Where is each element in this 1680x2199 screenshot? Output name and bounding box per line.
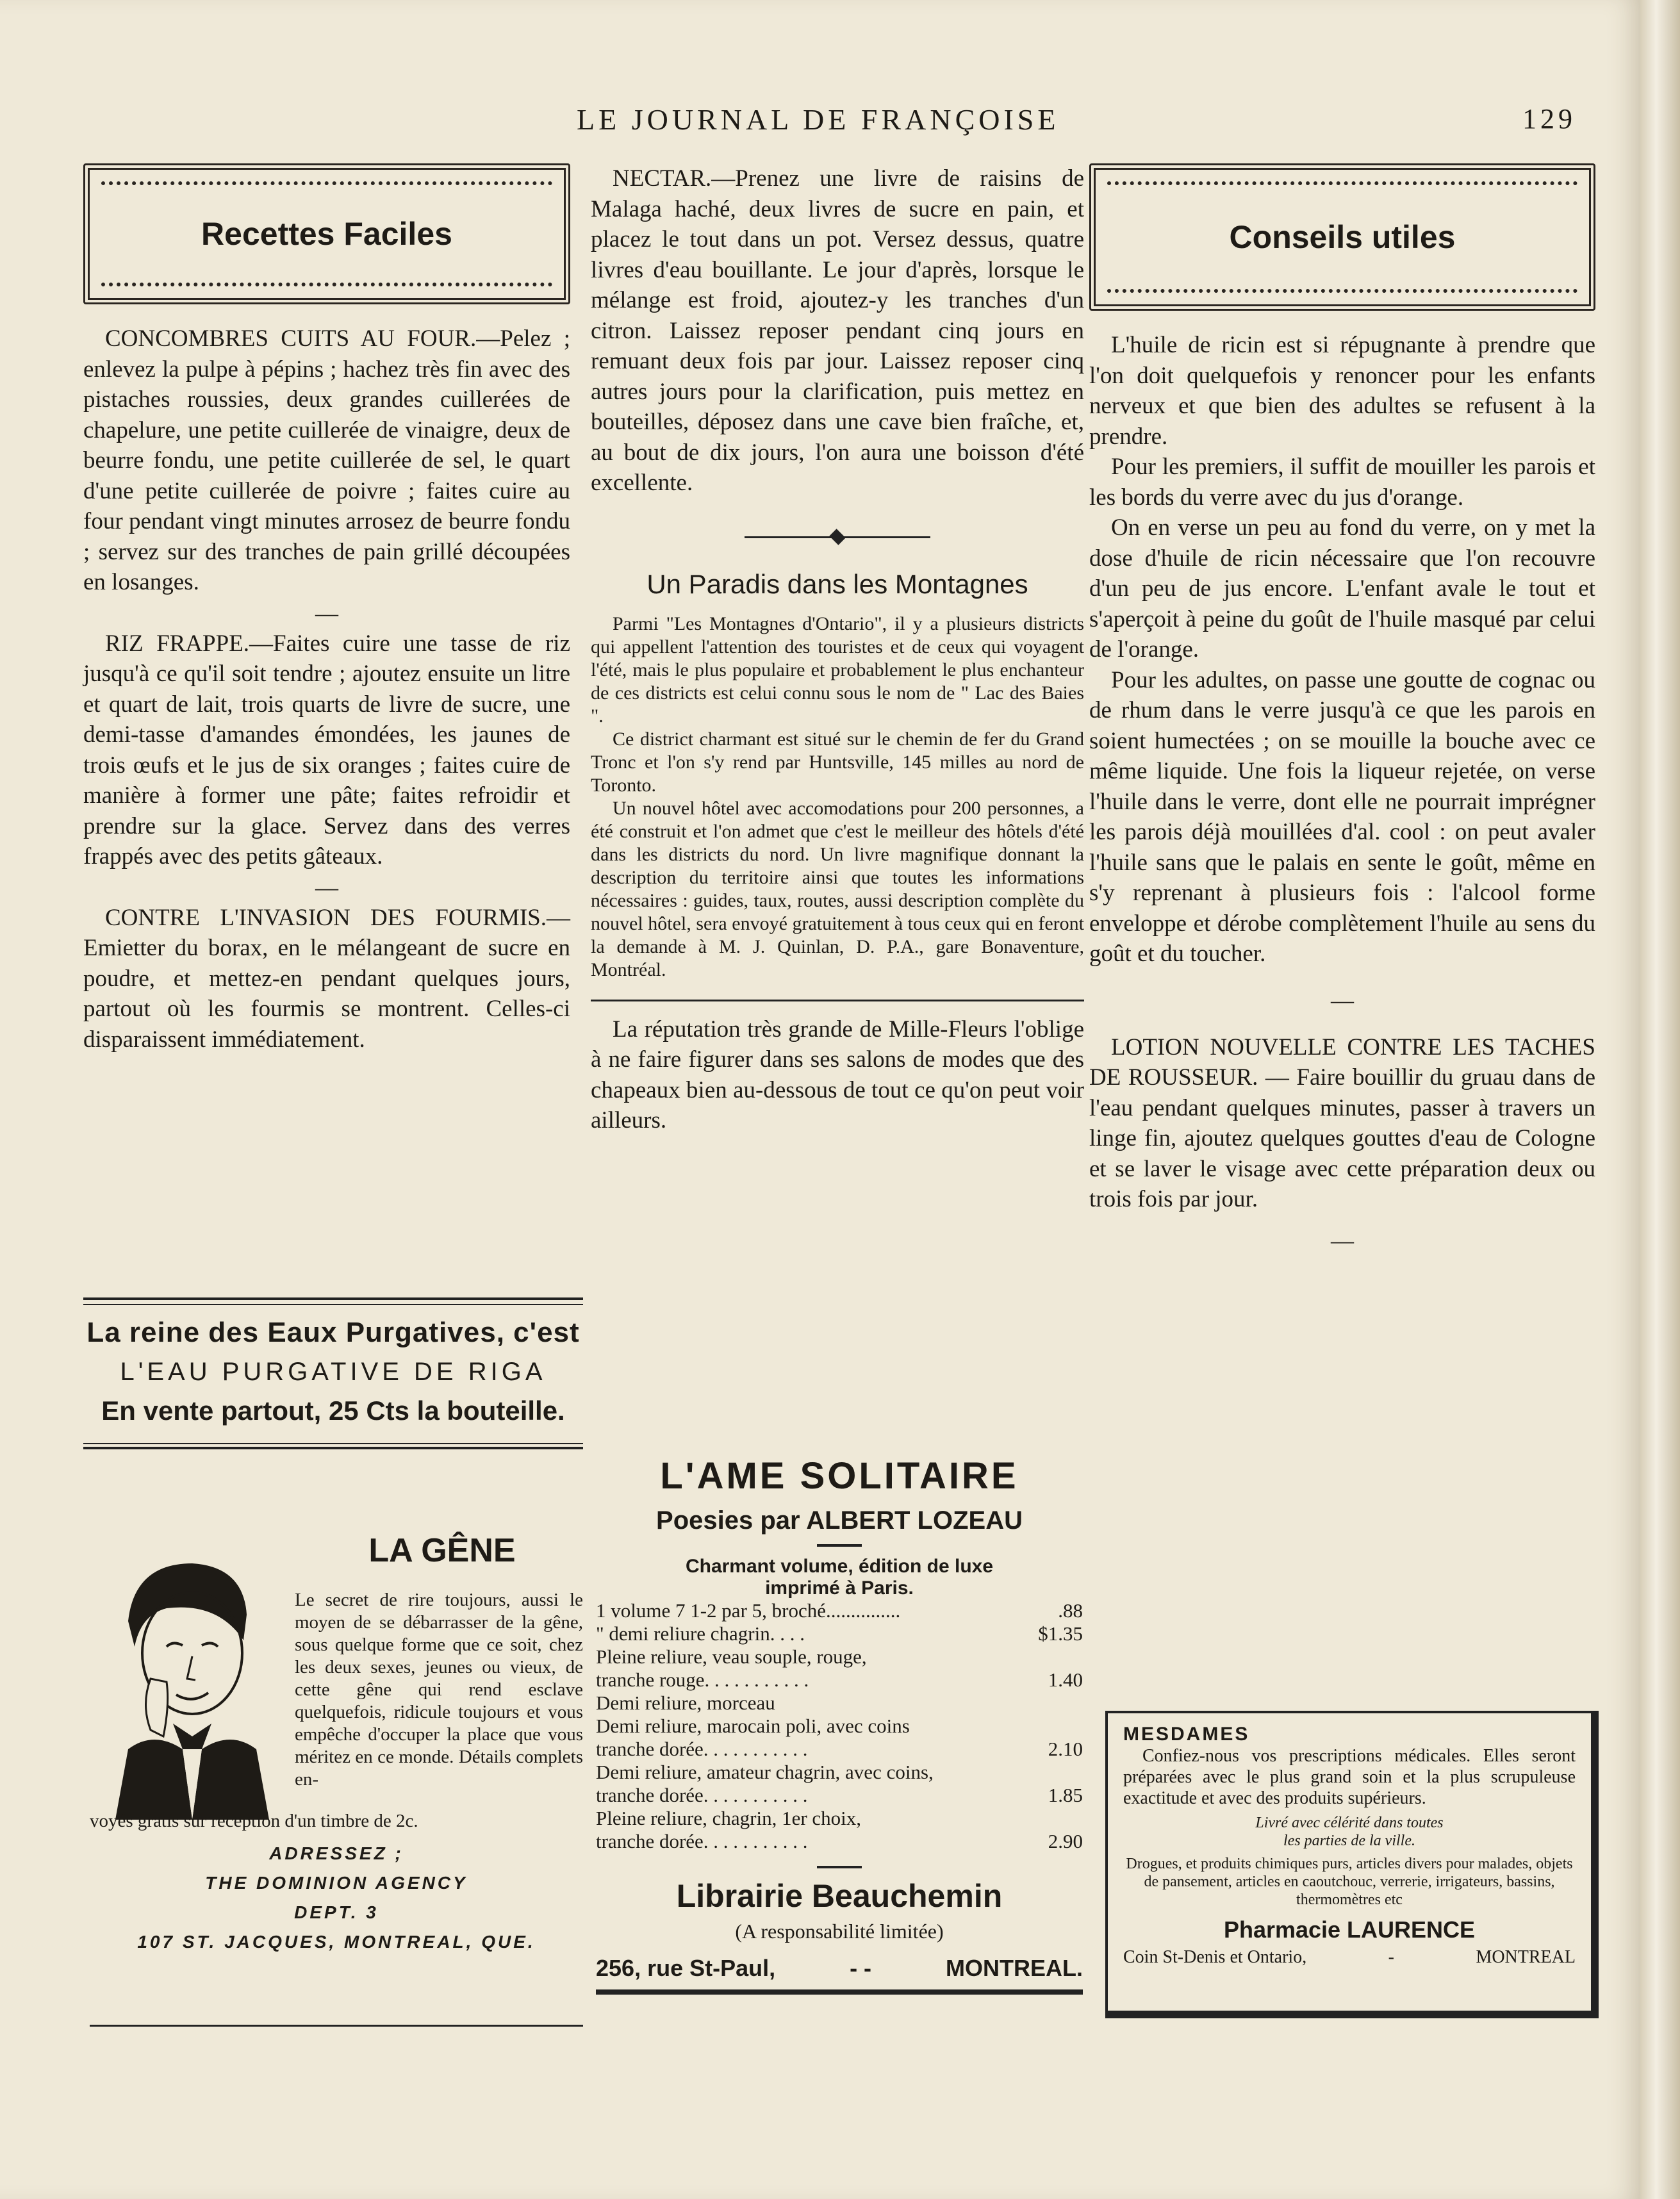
price-list [596, 1599, 1083, 1853]
recipe-concombres: CONCOMBRES CUITS AU FOUR.—Pelez ; enlevez la pulpe à pépins ; hachez très fin avec des pistaches roussies, deux grandes cuillerées de chapelure, une petite cuillerée de vinaigre, deux de beurre fondu, une petite cuillerée de sel, le quart d'une petite cuillerée de poivre ; faites cuire au four pendant vingt minutes arrosez de beurre fondu ; servez sur des tranches de pain grillé découpées en losanges. [83, 325, 570, 595]
conseils-header-box [1089, 163, 1595, 311]
recipe-nectar: NECTAR.—Prenez une livre de raisins de Malaga haché, deux livres de sucre en pain, et placez le tout dans un pot. Versez dessus, quatre livres d'eau bouillante. Le jour d'après, lorsque le mélange est froid, ajoutez-y les tranches d'un citron. Laissez reposer pendant cinq jours en remuant deux fois par jour. Laissez reposer cinq autres jours pour la clarification, puis mettez en bouteilles, déposez dans une cave bien fraîche, et, au bout de dix jours, l'on aura une boisson d'été excellente. [591, 165, 1084, 496]
price-value [1032, 1807, 1083, 1830]
pharm-name: Pharmacie LAURENCE [1223, 1916, 1476, 1943]
price-value: 2.90 [1048, 1830, 1083, 1852]
ad-gene-address [90, 1839, 583, 1957]
publisher-address [596, 1955, 1083, 1982]
publisher-ltd: (A responsabilité limitée) [735, 1920, 944, 1943]
paradis-heading: Un Paradis dans les Montagnes [646, 568, 1028, 599]
running-header [577, 103, 1602, 141]
price-row [596, 1715, 1083, 1738]
ad-la-gene [83, 1519, 583, 2044]
publisher-sep: - - [850, 1955, 872, 1981]
conseil-para-2: Pour les premiers, il suffit de mouiller les parois et les bords du verre avec du jus d'orange. [1089, 454, 1595, 511]
ame-volume-line-2: imprimé à Paris. [765, 1577, 914, 1599]
pharm-city: MONTREAL [1476, 1947, 1576, 1967]
ad-riga [83, 1297, 583, 1477]
pharm-delivery [1123, 1814, 1576, 1850]
recettes-header-box [83, 163, 570, 304]
ad-riga-line-3: En vente partout, 25 Cts la bouteille. [101, 1396, 565, 1426]
price-value [1032, 1692, 1083, 1715]
price-desc: tranche rouge. . . . . . . . . . . [596, 1668, 809, 1691]
address-line-2: THE DOMINION AGENCY [205, 1873, 468, 1893]
ad-ame-solitaire [596, 1454, 1083, 2031]
price-desc: Pleine reliure, chagrin, 1er choix, [596, 1807, 862, 1829]
publisher-name: Librairie Beauchemin [676, 1878, 1003, 1914]
price-value [1032, 1761, 1083, 1784]
price-value [1032, 1645, 1083, 1668]
mille-fleurs-para: La réputation très grande de Mille-Fleurs l'oblige à ne faire figurer dans ses salons de modes que des chapeaux bien au-dessous de tout ce qu'on peut voir ailleurs. [591, 1016, 1084, 1133]
conseil-para-1: L'huile de ricin est si répugnante à prendre que l'on doit quelquefois y renoncer pour les enfants nerveux et que bien des adultes se refusent à la prendre. [1089, 332, 1595, 450]
conseils-title: Conseils utiles [1107, 181, 1577, 293]
ad-riga-line-1: La reine des Eaux Purgatives, c'est [86, 1317, 580, 1348]
price-value: 1.85 [1048, 1784, 1083, 1806]
ame-title: L'AME SOLITAIRE [660, 1455, 1019, 1497]
ad-gene-title: LA GÊNE [368, 1532, 516, 1569]
divider-line [591, 1000, 1084, 1001]
ornament-divider [591, 524, 1084, 550]
column-middle [591, 163, 1084, 1136]
pharm-street: Coin St-Denis et Ontario, [1123, 1947, 1307, 1967]
price-row [596, 1807, 1083, 1830]
price-row [596, 1668, 1083, 1692]
recettes-title: Recettes Faciles [101, 181, 552, 286]
lotion-para: LOTION NOUVELLE CONTRE LES TACHES DE ROUSSEUR. — Faire bouillir du gruau dans de l'eau pendant quelques minutes, passer à travers un linge fin, ajoutez quelques gouttes d'eau de Cologne et se laver le visage avec cette préparation deux ou trois fois par jour. [1089, 1034, 1595, 1212]
price-row [596, 1645, 1083, 1668]
price-value: .88 [1058, 1599, 1083, 1622]
separator-dash: — [315, 600, 338, 626]
pharm-address [1123, 1947, 1576, 1968]
pharm-heading: MESDAMES [1123, 1724, 1250, 1745]
price-desc: Demi reliure, marocain poli, avec coins [596, 1715, 910, 1737]
ad-riga-line-2: L'EAU PURGATIVE DE RIGA [120, 1358, 547, 1386]
ame-volume-line-1: Charmant volume, édition de luxe [685, 1556, 994, 1577]
address-line-1: ADRESSEZ ; [269, 1843, 404, 1863]
price-row [596, 1784, 1083, 1807]
column-conseils [1089, 163, 1595, 1266]
pharm-text-1: Confiez-nous vos prescriptions médicales. Elles seront préparées avec le plus grand soin et la plus scrupuleuse exactitude et avec des produits supérieurs. [1123, 1746, 1576, 1808]
price-row [596, 1830, 1083, 1853]
price-desc: 1 volume 7 1-2 par 5, broché............... [596, 1599, 901, 1622]
address-line-4: 107 ST. JACQUES, MONTREAL, QUE. [137, 1932, 536, 1952]
price-desc: " demi reliure chagrin. . . . [596, 1622, 805, 1645]
page-number: 129 [1522, 103, 1576, 135]
price-row [596, 1692, 1083, 1715]
paradis-para-1: Parmi "Les Montagnes d'Ontario", il y a plusieurs districts qui appellent l'attention des touristes et de ceux qui voyagent l'été, mais le plus populaire et probablement le plus enchanteur de ces districts est celui connu sous le nom de " Lac des Baies ". [591, 613, 1084, 727]
price-row [596, 1761, 1083, 1784]
separator-dash: — [1331, 987, 1354, 1013]
separator-dash: — [315, 874, 338, 900]
conseil-para-4: Pour les adultes, on passe une goutte de cognac ou de rhum dans le verre jusqu'à ce que les parois en soient humectées ; on se mouille la bouche avec ce même liquide. Une fois la liqueur rejetée, on verse l'huile dans le verre, dont elle ne pourrait imprégner les parois déjà mouillées d'al. cool : on peut avaler l'huile sans que le palais en sente le goût, même en s'y reprenant à plusieurs fois : l'alcool forme enveloppe et dérobe complètement l'huile au sens du goût et du toucher. [1089, 666, 1595, 967]
pharm-delivery-line-1: Livré avec célérité dans toutes [1255, 1815, 1444, 1831]
price-desc: tranche dorée. . . . . . . . . . . [596, 1784, 808, 1806]
publisher-street: 256, rue St-Paul, [596, 1955, 776, 1981]
price-desc: tranche dorée. . . . . . . . . . . [596, 1830, 808, 1852]
ame-author: Poesies par ALBERT LOZEAU [656, 1506, 1023, 1535]
separator-dash: — [1331, 1227, 1354, 1253]
recipe-fourmis: CONTRE L'INVASION DES FOURMIS.—Emietter du borax, en le mélangeant de sucre en poudre, et mettez-en pendant quelques jours, partout où les fourmis se montrent. Celles-ci disparaissent immédiatement. [83, 904, 570, 1053]
price-value: 1.40 [1048, 1668, 1083, 1691]
paradis-para-3: Un nouvel hôtel avec accomodations pour 200 personnes, a été construit et l'on admet que c'est le meilleur des hôtels d'été dans les districts du nord. Un livre magnifique donnant la description du territoire ainsi que toutes les informations nécessaires : guides, taux, routes, aussi description complète du nouvel hôtel, sera envoyé gratuitement à tous ceux qui en feront la demande à M. J. Quinlan, D. P.A., gare Bonaventure, Montréal. [591, 797, 1084, 980]
ad-gene-text: Le secret de rire toujours, aussi le moyen de se débarrasser de la gêne, sous quelque forme que ce soit, chez les deux sexes, jeunes ou vieux, de cette gêne qui rend esclave quelquefois, ridicule toujours et vous empêche d'occuper la place que vous méritez en ce monde. Détails complets en- [295, 1590, 583, 1790]
pharm-sep: - [1388, 1947, 1394, 1967]
address-line-3: DEPT. 3 [294, 1902, 379, 1922]
ad-pharmacie [1105, 1711, 1599, 2018]
price-desc: Demi reliure, amateur chagrin, avec coins, [596, 1761, 934, 1783]
publisher-city: MONTREAL. [946, 1955, 1083, 1981]
price-row [596, 1599, 1083, 1622]
price-desc: Pleine reliure, veau souple, rouge, [596, 1645, 867, 1668]
price-desc: tranche dorée. . . . . . . . . . . [596, 1738, 808, 1760]
pharm-delivery-line-2: les parties de la ville. [1283, 1832, 1415, 1849]
paradis-para-2: Ce district charmant est situé sur le chemin de fer du Grand Tronc et l'on s'y rend par Huntsville, 145 milles au nord de Toronto. [591, 728, 1084, 796]
ad-riga-bottom-rule [83, 1447, 583, 1449]
price-desc: Demi reliure, morceau [596, 1692, 775, 1714]
price-row [596, 1622, 1083, 1645]
conseil-para-3: On en verse un peu au fond du verre, on y met la dose d'huile de ricin nécessaire que l'on recouvre d'un peu de jus encore. L'enfant avale le tout et s'aperçoit à peine du goût de l'huile masqué par celui de l'orange. [1089, 515, 1595, 663]
page-gutter [1640, 0, 1680, 2199]
ad-gene-tail: voyés gratis sur réception d'un timbre de 2c. [90, 1811, 418, 1831]
portrait-illustration [90, 1544, 282, 1820]
price-value: $1.35 [1038, 1622, 1083, 1645]
journal-title: LE JOURNAL DE FRANÇOISE [577, 103, 1060, 136]
pharm-products: Drogues, et produits chimiques purs, articles divers pour malades, objets de pansement, articles en caoutchouc, verrerie, irrigateurs, bassins, thermomètres etc [1126, 1856, 1573, 1908]
recipe-riz-frappe: RIZ FRAPPE.—Faites cuire une tasse de riz jusqu'à ce qu'il soit tendre ; ajoutez ensuite un litre et quart de lait, trois quarts de livre de sucre, une demi-tasse d'amandes émondées, les jaunes de trois œufs et le jus de six oranges ; faites cuire de manière à former une pâte; faites refroidir et prendre sur la glace. Servez dans des verres frappés avec des petits gâteaux. [83, 630, 570, 869]
price-value: 2.10 [1048, 1738, 1083, 1760]
price-value [1032, 1715, 1083, 1738]
ad-riga-top-rule [83, 1297, 583, 1300]
column-recettes [83, 163, 570, 1055]
price-row [596, 1738, 1083, 1761]
